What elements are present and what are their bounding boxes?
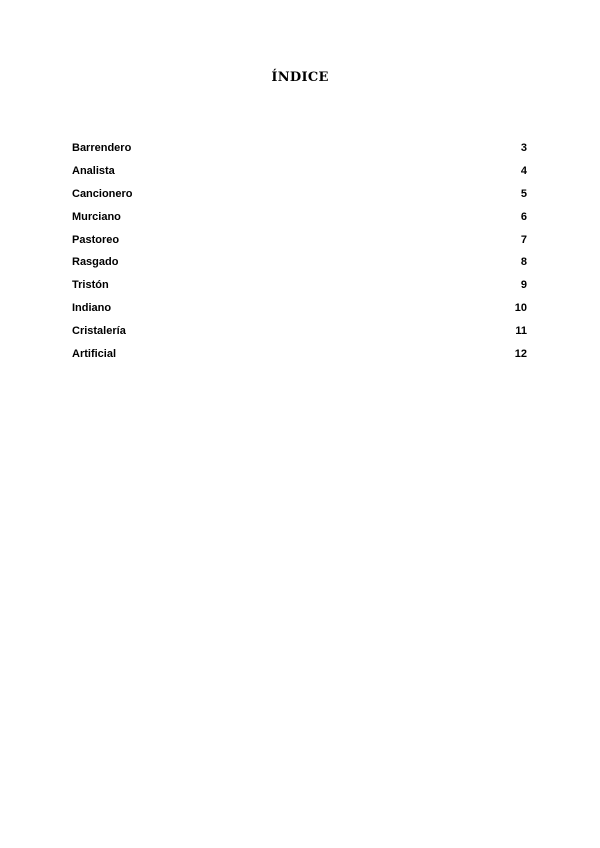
toc-entry-label: Indiano	[72, 301, 112, 314]
toc-entry-page: 7	[520, 233, 527, 246]
table-of-contents	[72, 137, 527, 365]
toc-entry-label: Rasgado	[72, 256, 119, 269]
toc-entry	[72, 274, 527, 297]
toc-entry	[72, 342, 527, 365]
toc-entry-label: Artificial	[72, 347, 117, 360]
page-title: ÍNDICE	[271, 70, 329, 85]
toc-entry-page: 10	[514, 301, 527, 314]
toc-entry	[72, 251, 527, 274]
toc-entry	[72, 183, 527, 206]
toc-entry-label: Barrendero	[72, 142, 132, 155]
toc-entry-page: 3	[520, 142, 527, 155]
toc-entry-page: 4	[520, 165, 527, 178]
toc-entry-page: 8	[520, 256, 527, 269]
toc-entry-label: Analista	[72, 165, 115, 178]
toc-entry	[72, 228, 527, 251]
toc-entry-page: 6	[520, 210, 527, 223]
toc-entry	[72, 297, 527, 320]
toc-entry-label: Cristalería	[72, 324, 126, 337]
toc-entry	[72, 319, 527, 342]
toc-entry	[72, 137, 527, 160]
toc-entry-page: 11	[515, 324, 527, 337]
toc-entry-label: Tristón	[72, 279, 109, 292]
toc-entry-label: Pastoreo	[72, 233, 120, 246]
toc-entry-label: Cancionero	[72, 187, 133, 200]
toc-entry-label: Murciano	[72, 210, 121, 223]
toc-entry	[72, 160, 527, 183]
toc-entry	[72, 205, 527, 228]
toc-entry-page: 12	[514, 347, 527, 360]
toc-entry-page: 9	[520, 279, 527, 292]
toc-entry-page: 5	[520, 187, 527, 200]
